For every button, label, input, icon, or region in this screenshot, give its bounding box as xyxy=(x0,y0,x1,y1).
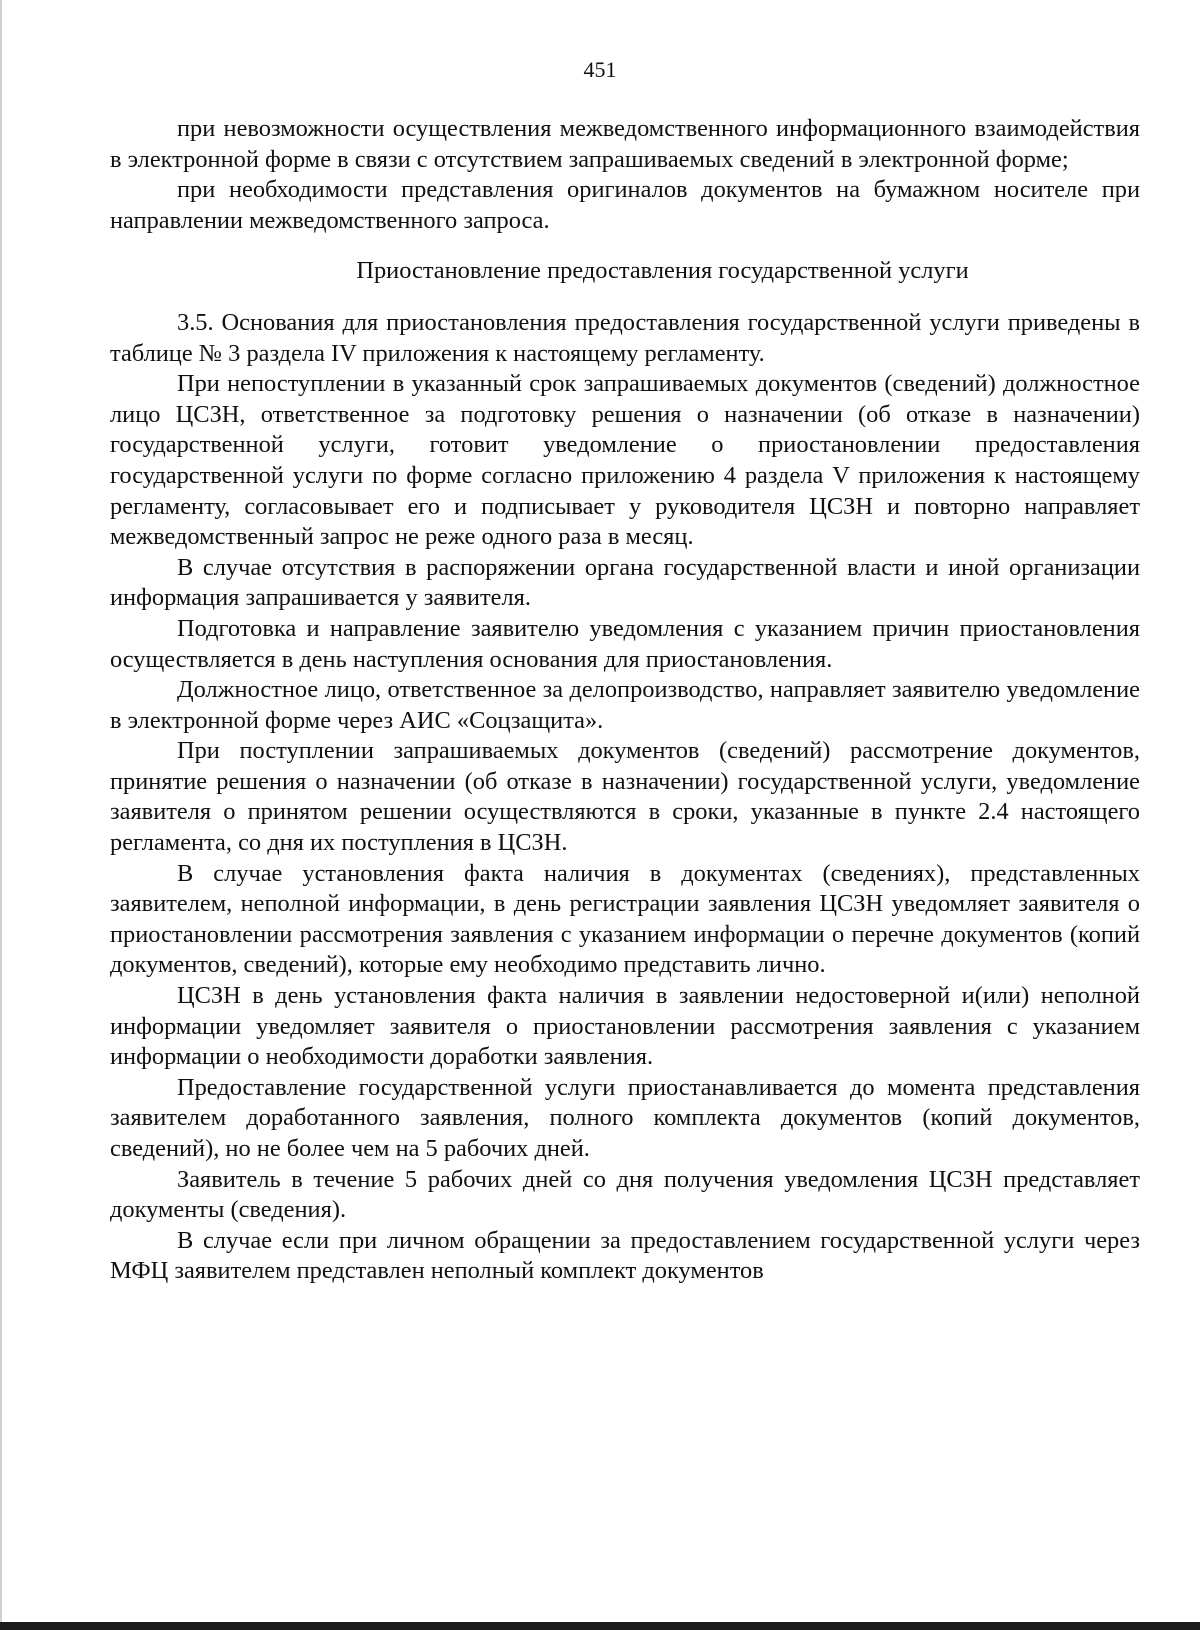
paragraph: 3.5. Основания для приостановления предоставления государственной услуги приведены в таблице № 3 раздела IV приложения к настоящему регламенту. xyxy=(110,308,1140,367)
page-number: 451 xyxy=(583,57,617,82)
paragraph: ЦСЗН в день установления факта наличия в заявлении недостоверной и(или) неполной информации уведомляет заявителя о приостановлении рассмотрения заявления с указанием информации о необходимости доработки заявления. xyxy=(110,982,1140,1071)
paragraph: В случае отсутствия в распоряжении органа государственной власти и иной организации информация запрашивается у заявителя. xyxy=(110,553,1140,612)
paragraph: Предоставление государственной услуги приостанавливается до момента представления заявителем доработанного заявления, полного комплекта документов (копий документов, сведений), но не более чем на 5 рабочих дней. xyxy=(110,1073,1140,1162)
paragraph: Должностное лицо, ответственное за делопроизводство, направляет заявителю уведомление в электронной форме через АИС «Соцзащита». xyxy=(110,676,1140,734)
document-body xyxy=(110,114,1140,1287)
paragraph: При непоступлении в указанный срок запрашиваемых документов (сведений) должностное лицо ЦСЗН, ответственное за подготовку решения о назначении (об отказе в назначении) государственной услуги, готовит уведомление о приостановлении предоставления государственной услуги по форме согласно приложению 4 раздела V приложения к настоящему регламенту, согласовывает его и подписывает у руководителя ЦСЗН и повторно направляет межведомственный запрос не реже одного раза в месяц. xyxy=(110,370,1140,551)
paragraph: При поступлении запрашиваемых документов (сведений) рассмотрение документов, принятие решения о назначении (об отказе в назначении) государственной услуги, уведомление заявителя о принятом решении осуществляются в сроки, указанные в пункте 2.4 настоящего регламента, со дня их поступления в ЦСЗН. xyxy=(110,737,1140,857)
paragraph: В случае установления факта наличия в документах (сведениях), представленных заявителем, неполной информации, в день регистрации заявления ЦСЗН уведомляет заявителя о приостановлении рассмотрения заявления с указанием информации о перечне документов (копий документов, сведений), которые ему необходимо представить лично. xyxy=(110,859,1140,979)
paragraph: при необходимости представления оригиналов документов на бумажном носителе при направлении межведомственного запроса. xyxy=(110,176,1140,234)
paragraph: В случае если при личном обращении за предоставлением государственной услуги через МФЦ заявителем представлен неполный комплект документов xyxy=(110,1226,1140,1285)
paragraph: Подготовка и направление заявителю уведомления с указанием причин приостановления осуществляется в день наступления основания для приостановления. xyxy=(110,614,1140,673)
section-heading: Приостановление предоставления государственной услуги xyxy=(356,257,969,285)
paragraph: Заявитель в течение 5 рабочих дней со дня получения уведомления ЦСЗН представляет документы (сведения). xyxy=(110,1165,1140,1224)
scan-left-edge xyxy=(0,0,2,1630)
scan-bottom-edge xyxy=(0,1622,1200,1630)
paragraph: при невозможности осуществления межведомственного информационного взаимодействия в электронной форме в связи с отсутствием запрашиваемых сведений в электронной форме; xyxy=(110,115,1140,173)
